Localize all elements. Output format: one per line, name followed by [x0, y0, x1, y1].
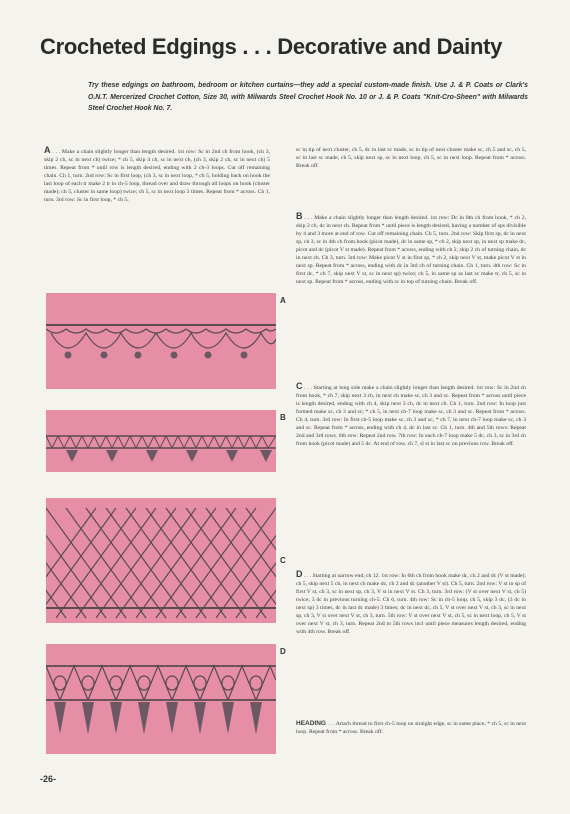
section-d-lead: D — [296, 569, 303, 579]
swatch-d-label: D — [280, 647, 286, 656]
swatch-a-photo — [46, 293, 276, 389]
section-a-continued: sc in tip of next cluster, ch 5, dc in last sc made, sc in tip of next cluster make sc, ch 5 and sc, ch 5, sc in last sc made, ch 5, skip next sp, sc in next loop, ch 5, sc in next loop. Repeat from * across. Break off. — [296, 147, 526, 169]
section-b-lead: B — [296, 211, 303, 221]
edging-b-illustration — [46, 410, 276, 472]
section-a-text — [44, 146, 270, 204]
section-a-body: . . . Make a chain slightly longer than length desired. 1st row: Sc in 2nd ch from hook, (ch 3, skip 2 ch, sc in next ch) twice; * ch 5, skip 4 ch, sc in next ch, (ch 3, skip 2 ch, sc in next ch) 5 times. Repeat from * until row is length desired, ending with 2 ch-3 loops. Cut off remaining chain. Ch 1, turn. 2nd row: Sc in first loop, (ch 3, sc in next loop, * ch 5, holding back on hook the last loop of each tr make 2 tr in ch-5 loop, thread over and draw through all loops on hook (cluster made); ch 5, cluster in same loop) twice; ch 5, sc in next loop 3 times. Repeat from * across. Ch 1, turn. 3rd row: Sc in first loop, * ch 5, — [44, 149, 270, 203]
edging-c-illustration — [46, 498, 276, 623]
heading-body: . . . Attach thread to first ch-5 loop on straight edge, sc in same place, * ch 5, sc in next loop. Repeat from * across. Break off. — [296, 721, 526, 735]
section-d-text — [296, 570, 526, 636]
heading-text — [296, 720, 526, 736]
swatch-c-photo — [46, 498, 276, 623]
section-b-text — [296, 212, 526, 286]
heading-lead: HEADING — [296, 720, 326, 727]
intro-paragraph: Try these edgings on bathroom, bedroom or kitchen curtains—they add a special custom-made finish. Use J. & P. Coats or Clark's O.N.T. Mercerized Crochet Cotton, Size 30, with Milwards Steel Crochet Hook No. 10 or J. & P. Coats "Knit-Cro-Sheen" with Milwards Steel Crochet Hook No. 7. — [88, 82, 528, 112]
section-a-lead: A — [44, 145, 51, 155]
section-d-body: . . . Starting at narrow end, ch 12. 1st row: In 6th ch from hook make dc, ch 2 and dc (V st made); ch 5, skip next 5 ch, in next ch make dc, ch 2 and dc (another V st). Ch 5, turn. 2nd row: V st in sp of first V st, ch 3, sc in next sp, ch 3, V st in next V st. Ch 3, turn. 3rd row: (V st over next V st, ch 5) twice; 3 dc in previous turning ch-5. Ch 6, turn. 4th row: Sc in ch-5 loop, ch 5, skip 3 dc, (3 dc in next sp) 3 times, dc in last dc made) 3 times; dc in next dc, ch 5, V st over next V st, ch 3, sc in next sp, ch 3, V st over next V st, ch 3, turn. 5th row: V st over next V st, ch 5, sc in next loop, ch 5, V st over next V st, ch 3, turn. Repeat 2nd to 5th rows incl until piece measures length desired, ending with 4th row. Break off. — [296, 573, 526, 635]
section-b-body: . . . Make a chain slightly longer than length desired. 1st row: Dc in 8th ch from hook, * ch 2, skip 2 ch, dc in next ch. Repeat from * until piece is length desired, having a number of sps divisible by 4 and 3 more at end of row. Cut off remaining chain. Ch 5, turn. 2nd row: Skip first sp, dc in next sp, ch 3, sc in 4th ch from hook (picot made), dc in same sp, * ch 2, skip next sp, in next sp make dc, picot and dc (picot V st made). Repeat from * across, ending with ch 2, skip 2 ch of turning chain, dc in next ch. Ch 3, turn. 3rd row: Make picot V st in first sp, * ch 2, skip next V st, make picot V st in next sp. Repeat from * across, ending with dc in 3rd ch of turning chain. Ch 1, turn. 4th row: Sc in first dc, * ch 7, skip next V st, sc in next sp) twice; ch 5, in same sp as last sc make tr, ch 5, sc in next sp. Repeat from * across, ending with sc in top of turning chain. Break off. — [296, 215, 526, 285]
page-title: Crocheted Edgings . . . Decorative and Dainty — [40, 34, 503, 59]
swatch-c-label: C — [280, 556, 286, 565]
section-c-body: . . . Starting at long side make a chain slightly longer than length desired. 1st row: Sc in 2nd ch from hook, * ch 7, skip next 3 ch, in next ch make sc, ch 3 and sc. Repeat from * across until piece is length desired, ending with ch 4, skip next 3 ch, dc in next ch. Ch 1, turn. 2nd row: In loop just formed make sc, ch 3 and sc; * ch 5, in next ch-7 loop make sc, ch 3 and sc. Repeat from * across. Ch 4, turn. 3rd row: In first ch-5 loop make sc, ch 3 and sc, * ch 7, in next ch-7 loop make sc, ch 3 and sc. Repeat from * across, ending with ch 4, dc in last sc. Ch 1, turn. 4th and 5th rows: Repeat 2nd and 3rd rows. 6th row: Repeat 2nd row. 7th row: In each ch-7 loop make 5 dc, ch 3, sc in 3rd ch from hook (picot made) and 5 dc. At end of row, ch 7, sl st in last sc on previous row. Break off. — [296, 385, 527, 447]
swatch-b-photo — [46, 410, 276, 472]
swatch-a-label: A — [280, 296, 286, 305]
page-number: -26- — [40, 774, 57, 784]
edging-d-illustration — [46, 644, 276, 754]
swatch-d-photo — [46, 644, 276, 754]
section-c-text — [296, 382, 526, 448]
edging-a-illustration — [46, 293, 276, 389]
swatch-b-label: B — [280, 413, 286, 422]
section-c-lead: C — [296, 381, 303, 391]
